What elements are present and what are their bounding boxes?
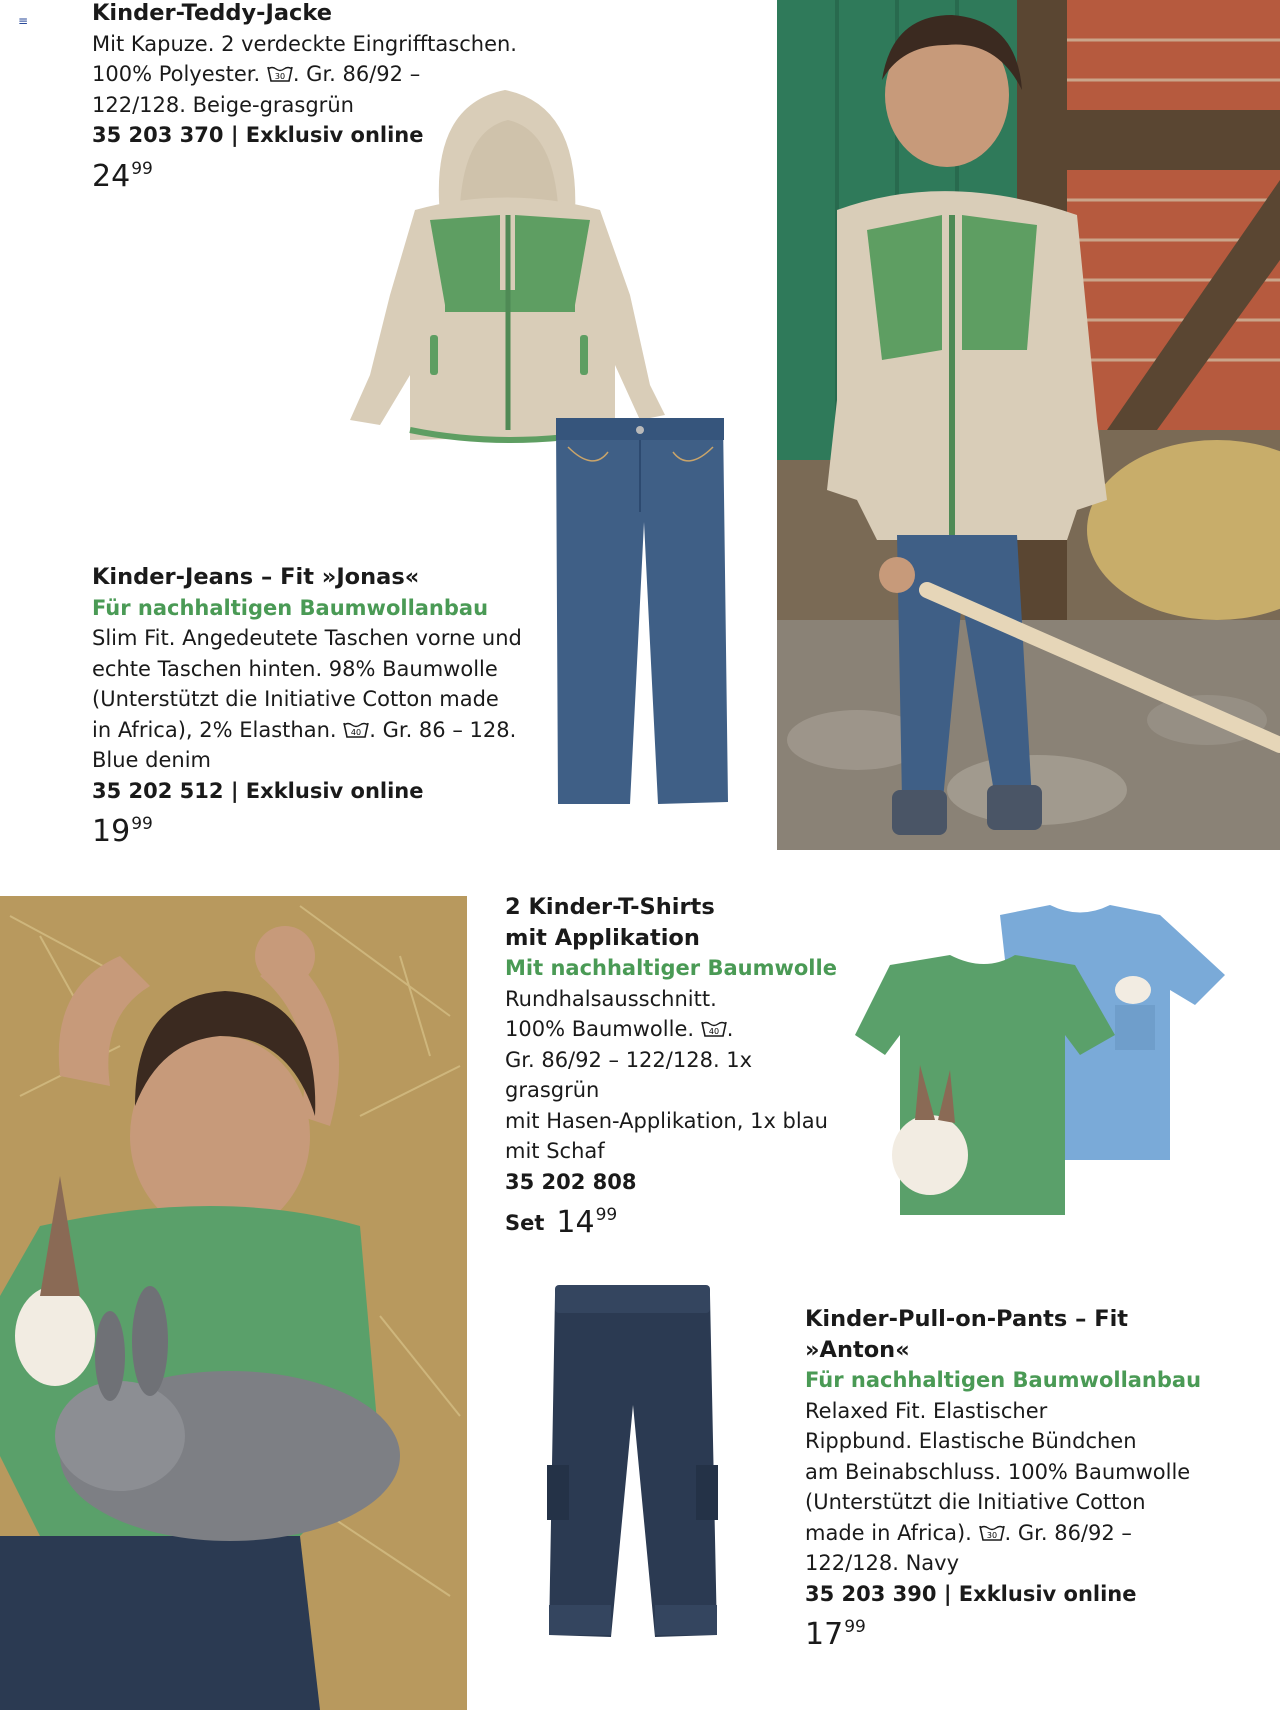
product-title-line2: mit Applikation [505, 924, 700, 951]
price-integer: 17 [805, 1617, 844, 1652]
product-desc-line: Blue denim [92, 748, 211, 772]
product-desc-line: 100% Polyester. 30 . Gr. 86/92 – [92, 62, 421, 86]
price-decimal: 99 [844, 1617, 866, 1637]
product-desc-line: Relaxed Fit. Elastischer [805, 1398, 1048, 1423]
wash-30-icon [267, 65, 293, 83]
product-title-line2: »Anton« [805, 1336, 910, 1363]
pants-product-image [545, 1285, 720, 1645]
price-prefix: Set [505, 1211, 545, 1235]
price-integer: 24 [92, 158, 131, 194]
product-title: Kinder-Teddy-Jacke [92, 0, 333, 26]
svg-text:30: 30 [274, 72, 285, 81]
wash-30-icon [979, 1524, 1005, 1542]
tshirts-product-image [850, 905, 1230, 1225]
product-desc-line: Slim Fit. Angedeutete Taschen vorne und [92, 626, 522, 650]
product-desc-line: 122/128. Navy [805, 1551, 960, 1575]
article-number: 35 203 370 | Exklusiv online [92, 123, 424, 147]
svg-text:40: 40 [351, 727, 362, 737]
product-desc-line: Rippbund. Elastische Bündchen [805, 1429, 1137, 1453]
boy-rabbit-photo [0, 896, 467, 1710]
jeans-product-image [548, 412, 733, 807]
price [92, 814, 532, 850]
price-decimal: 99 [595, 1205, 618, 1225]
product-jeans [92, 562, 532, 850]
product-subtitle: Für nachhaltigen Baumwollanbau [92, 595, 489, 620]
product-desc-line: mit Hasen-Applikation, 1x blau [505, 1108, 828, 1133]
product-desc-line: Gr. 86/92 – 122/128. 1x grasgrün [505, 1047, 753, 1102]
price [805, 1617, 1235, 1653]
price-integer: 19 [92, 814, 131, 849]
product-desc-line: in Africa), 2% Elasthan. 40 . Gr. 86 – 128. [92, 717, 517, 742]
price-integer: 14 [556, 1205, 595, 1240]
wash-40-icon [343, 721, 369, 739]
jacket-product-image [320, 85, 700, 465]
article-number: 35 203 390 | Exklusiv online [805, 1581, 1137, 1606]
price-decimal: 99 [131, 814, 153, 834]
product-desc-line: mit Schaf [505, 1139, 605, 1163]
corner-mark: ≡ [18, 14, 29, 28]
product-subtitle: Für nachhaltigen Baumwollanbau [805, 1368, 1202, 1392]
product-title: Kinder-Jeans – Fit »Jonas« [92, 564, 420, 590]
product-title: Kinder-Pull-on-Pants – Fit [805, 1306, 1129, 1332]
product-tshirts [505, 892, 845, 1243]
boy-farm-photo [777, 0, 1280, 850]
svg-text:30: 30 [986, 1530, 997, 1540]
product-subtitle: Mit nachhaltiger Baumwolle [505, 956, 837, 980]
product-desc-line: 100% Baumwolle. 40 . [505, 1017, 734, 1041]
product-desc-line: (Unterstützt die Initiative Cotton made [92, 687, 499, 711]
article-number: 35 202 512 | Exklusiv online [92, 778, 424, 803]
product-desc-line: Mit Kapuze. 2 verdeckte Eingrifftaschen. [92, 31, 517, 56]
product-desc-line: echte Taschen hinten. 98% Baumwolle [92, 656, 498, 681]
product-title: 2 Kinder-T-Shirts [505, 894, 715, 920]
svg-text:40: 40 [708, 1027, 719, 1036]
product-desc-line: am Beinabschluss. 100% Baumwolle [805, 1459, 1191, 1484]
price-decimal: 99 [131, 158, 153, 179]
product-desc-line: Rundhalsausschnitt. [505, 986, 717, 1011]
product-desc-line: made in Africa). 30 . Gr. 86/92 – [805, 1520, 1132, 1545]
product-desc-line: (Unterstützt die Initiative Cotton [805, 1490, 1146, 1514]
product-pants [805, 1304, 1235, 1653]
product-desc-line: 122/128. Beige-grasgrün [92, 92, 354, 117]
price [505, 1205, 845, 1243]
article-number: 35 202 808 [505, 1169, 637, 1194]
wash-40-icon [701, 1020, 727, 1038]
